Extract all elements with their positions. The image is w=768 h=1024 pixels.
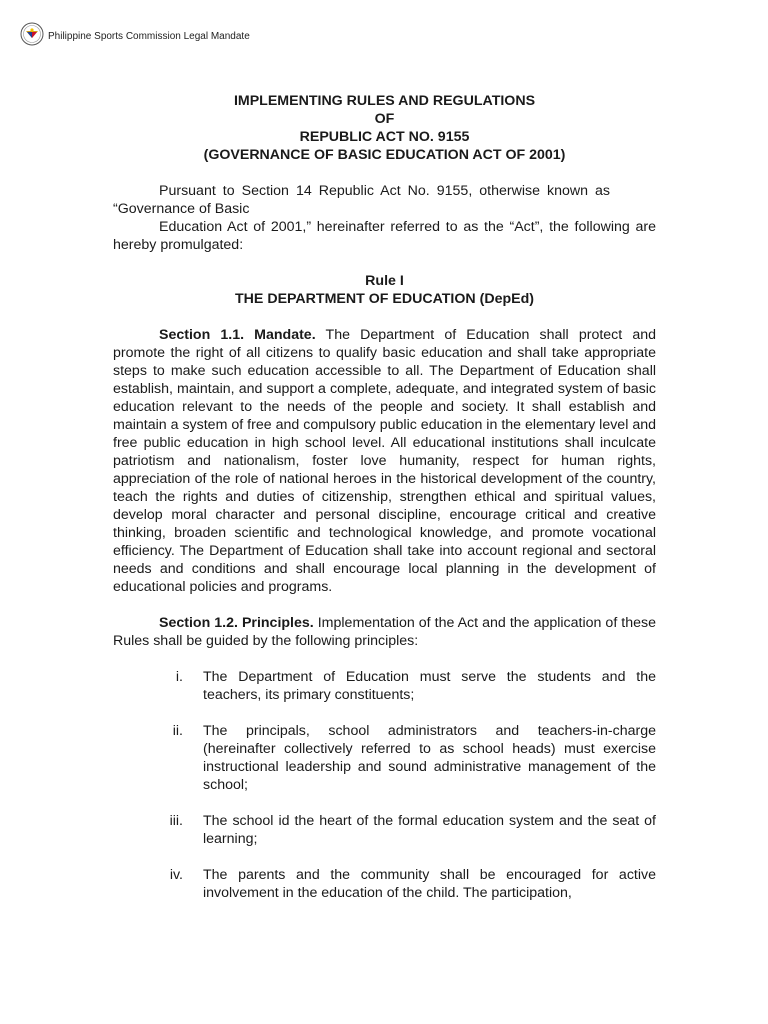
- document-title: [113, 92, 656, 164]
- list-item-text: The school id the heart of the formal education system and the seat of learning;: [203, 813, 656, 847]
- list-item-number: iv.: [169, 867, 183, 883]
- title-line: REPUBLIC ACT NO. 9155: [299, 129, 470, 145]
- section-1-1-paragraph: [113, 326, 656, 596]
- list-item-number: iii.: [169, 813, 183, 829]
- intro-line-2: Education Act of 2001,” hereinafter referred to as the “Act”, the following are hereby promulgated:: [113, 219, 656, 253]
- rule-number: Rule I: [365, 273, 404, 289]
- list-item: [113, 722, 656, 794]
- rule-title: THE DEPARTMENT OF EDUCATION (DepEd): [235, 291, 534, 307]
- list-item-text: The parents and the community shall be encouraged for active involvement in the education of the child. The participation,: [203, 867, 656, 901]
- principles-list: [113, 668, 656, 902]
- page-header: [20, 22, 250, 46]
- title-line: OF: [374, 111, 395, 127]
- list-item-number: ii.: [172, 723, 183, 739]
- title-line: IMPLEMENTING RULES AND REGULATIONS: [233, 93, 536, 109]
- section-1-2-paragraph: [113, 614, 656, 650]
- list-item-text: The Department of Education must serve the students and the teachers, its primary constituents;: [203, 669, 656, 703]
- section-1-2-heading: Section 1.2. Principles.: [159, 615, 314, 631]
- section-1-1-body: The Department of Education shall protect and promote the right of all citizens to qualify basic education and shall take appropriate steps to make such education accessible to all. The Department of Education shall establish, maintain, and support a complete, adequate, and integrated system of basic education relevant to the needs of the people and society. It shall establish and maintain a system of free and compulsory public education in the elementary level and free public education in high school level. All educational institutions shall inculcate patriotism and nationalism, foster love humanity, respect for human rights, appreciation of the role of national heroes in the historical development of the country, teach the rights and duties of citizenship, strengthen ethical and spiritual values, develop moral character and personal discipline, encourage critical and creative thinking, broaden scientific and technological knowledge, and promote vocational efficiency. The Department of Education shall take into account regional and sectoral needs and conditions and shall encourage local planning in the development of educational policies and programs.: [113, 327, 656, 595]
- section-1-1-heading: Section 1.1. Mandate.: [159, 327, 316, 343]
- list-item: [113, 812, 656, 848]
- list-item: [113, 668, 656, 704]
- intro-paragraph-continued: [113, 218, 656, 254]
- header-title: Philippine Sports Commission Legal Mandate: [48, 30, 250, 42]
- list-item-text: The principals, school administrators and teachers-in-charge (hereinafter collectively referred to as school heads) must exercise instructional leadership and sound administrative management of the school;: [203, 723, 656, 793]
- intro-paragraph: [113, 182, 656, 218]
- list-item: [113, 866, 656, 902]
- intro-line-1: Pursuant to Section 14 Republic Act No. 9155, otherwise known as “Governance of Basic: [113, 183, 610, 217]
- section-1-2-body: Implementation of the Act and the application of these Rules shall be guided by the following principles:: [113, 615, 656, 649]
- philippine-sports-commission-seal-icon: [20, 22, 44, 46]
- title-line: (GOVERNANCE OF BASIC EDUCATION ACT OF 2001): [203, 147, 566, 163]
- list-item-number: i.: [175, 669, 183, 685]
- rule-heading: [113, 272, 656, 308]
- document-page: [113, 92, 656, 920]
